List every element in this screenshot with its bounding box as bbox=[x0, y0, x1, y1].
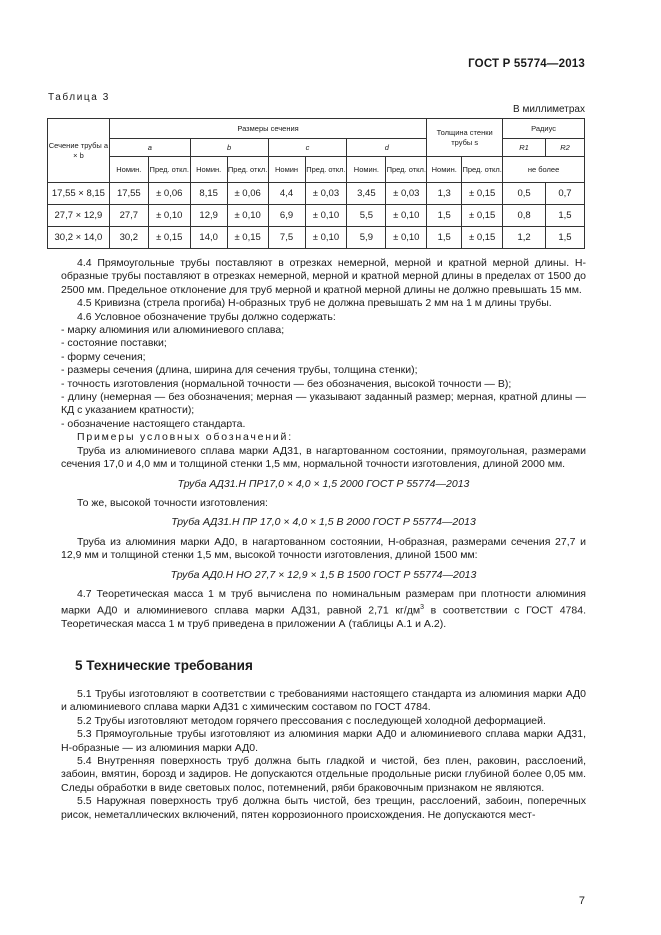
table-cell: 14,0 bbox=[190, 227, 227, 249]
clauses-4-4-to-4-7 bbox=[61, 257, 586, 632]
clause-4-7-text: 4.7 Теоретическая масса 1 м труб вычислена по номинальным размерам при плотности алюминия марки АД0 и алюминиевого сплава марки АД31, равной 2,71 кг/дм bbox=[61, 587, 586, 617]
table-cell: ± 0,15 bbox=[462, 205, 503, 227]
table-cell: ± 0,03 bbox=[386, 183, 427, 205]
table-row bbox=[48, 183, 585, 205]
table-cell: 0,5 bbox=[503, 183, 546, 205]
clause-5-4: 5.4 Внутренняя поверхность труб должна быть гладкой и чистой, без плен, раковин, расслоений, забоин, вмятин, борозд и задиров. Не допускаются отдельные продольные риски глубиной более 0,05 мм. Следы обработки в виде световых полос, потемнений, ряби браковочным признаком не являются. bbox=[61, 755, 586, 794]
clause-4-4: 4.4 Прямоугольные трубы поставляют в отрезках немерной, мерной и кратной мерной длины. Н-образные трубы поставляют в отрезках немерной, мерной и кратной мерной длины в пределах от 1500 до 2500 мм. Предельное отклонение для труб мерной и кратной мерной длины не должно превышать 15 мм. bbox=[61, 257, 586, 296]
header-radius: Радиус bbox=[503, 119, 585, 139]
table-cell: 17,55 × 8,15 bbox=[48, 183, 110, 205]
table-cell: ± 0,10 bbox=[305, 227, 347, 249]
table-cell: ± 0,15 bbox=[462, 183, 503, 205]
header-dims: Размеры сечения bbox=[109, 119, 426, 139]
header-r2: R2 bbox=[545, 139, 584, 157]
table-cell: 30,2 × 14,0 bbox=[48, 227, 110, 249]
table-cell: 1,5 bbox=[545, 227, 584, 249]
table-cell: 4,4 bbox=[268, 183, 305, 205]
header-nom: Номин. bbox=[427, 157, 462, 183]
page-number: 7 bbox=[578, 895, 585, 907]
clause-5-2: 5.2 Трубы изготовляют методом горячего прессования с последующей холодной деформацией. bbox=[77, 714, 546, 727]
clause-4-7 bbox=[61, 588, 586, 632]
header-tol: Пред. откл. bbox=[305, 157, 347, 183]
header-a: a bbox=[109, 139, 190, 157]
header-section: Сечение трубы a × b bbox=[48, 119, 110, 183]
table-cell: ± 0,10 bbox=[227, 205, 268, 227]
table-cell: ± 0,03 bbox=[305, 183, 347, 205]
dimensions-table bbox=[47, 118, 585, 249]
table-cell: 8,15 bbox=[190, 183, 227, 205]
table-caption: Таблица 3 bbox=[48, 92, 110, 103]
table-cell: ± 0,10 bbox=[305, 205, 347, 227]
clause-4-6: 4.6 Условное обозначение трубы должно содержать: bbox=[77, 310, 336, 323]
header-nom: Номин. bbox=[190, 157, 227, 183]
table-cell: ± 0,06 bbox=[148, 183, 190, 205]
header-thickness: Толщина стенки трубы s bbox=[427, 119, 503, 157]
table-cell: 1,5 bbox=[427, 205, 462, 227]
table-cell: ± 0,10 bbox=[386, 205, 427, 227]
table-cell: ± 0,15 bbox=[227, 227, 268, 249]
table-cell: 0,8 bbox=[503, 205, 546, 227]
list-item: - состояние поставки; bbox=[61, 337, 167, 350]
clauses-5 bbox=[61, 688, 586, 822]
list-item: - форму сечения; bbox=[61, 350, 146, 363]
clause-5-5: 5.5 Наружная поверхность труб должна быть чистой, без трещин, расслоений, забоин, поперечных рисок, неметаллических включений, пятен коррозионного происхождения. Не допускаются мест- bbox=[61, 795, 586, 821]
table-cell: 3,45 bbox=[347, 183, 386, 205]
clause-4-5: 4.5 Кривизна (стрела прогиба) Н-образных труб не должна превышать 2 мм на 1 м длины трубы. bbox=[77, 297, 552, 310]
table-cell: 12,9 bbox=[190, 205, 227, 227]
document-header: ГОСТ Р 55774—2013 bbox=[468, 58, 585, 70]
example-2: То же, высокой точности изготовления: bbox=[77, 496, 268, 509]
table-cell: ± 0,10 bbox=[148, 205, 190, 227]
example-2-formula: Труба АД31.Н ПР 17,0 × 4,0 × 1,5 В 2000 ГОСТ Р 55774—2013 bbox=[171, 516, 476, 529]
table-cell: 6,9 bbox=[268, 205, 305, 227]
superscript: 3 bbox=[420, 604, 424, 612]
header-b: b bbox=[190, 139, 268, 157]
section-5-heading: 5 Технические требования bbox=[75, 658, 253, 673]
table-cell: 17,55 bbox=[109, 183, 148, 205]
table-cell: ± 0,15 bbox=[462, 227, 503, 249]
header-tol: Пред. откл. bbox=[148, 157, 190, 183]
header-d: d bbox=[347, 139, 427, 157]
example-1: Труба из алюминиевого сплава марки АД31, в нагартованном состоянии, прямоугольная, размерами сечения 17,0 и 4,0 мм и толщиной стенки 1,5 мм, нормальной точности изготовления, длиной 2000 мм. bbox=[61, 444, 586, 471]
examples-heading: Примеры условных обозначений: bbox=[77, 431, 293, 444]
table-row bbox=[48, 205, 585, 227]
table-cell: 5,9 bbox=[347, 227, 386, 249]
table-row bbox=[48, 227, 585, 249]
header-r1: R1 bbox=[503, 139, 546, 157]
clause-5-1: 5.1 Трубы изготовляют в соответствии с требованиями настоящего стандарта из алюминия марки АД0 и алюминиевого сплава марки АД31 с химическим составом по ГОСТ 4784. bbox=[61, 688, 586, 714]
table-cell: ± 0,15 bbox=[148, 227, 190, 249]
table-cell: 27,7 × 12,9 bbox=[48, 205, 110, 227]
header-nom: Номин. bbox=[347, 157, 386, 183]
header-nom: Номин bbox=[268, 157, 305, 183]
table-cell: 1,2 bbox=[503, 227, 546, 249]
clause-4-7-text-end: в соответствии с ГОСТ 4784. Теоретическая масса 1 м труб приведена в приложении А (таблицы А.1 и А.2). bbox=[61, 604, 586, 631]
table-cell: ± 0,10 bbox=[386, 227, 427, 249]
list-item: - обозначение настоящего стандарта. bbox=[61, 417, 246, 430]
table-unit: В миллиметрах bbox=[513, 104, 585, 115]
clause-5-3: 5.3 Прямоугольные трубы изготовляют из алюминия марки АД0 и алюминиевого сплава марки АД31, Н-образные — из алюминия марки АД0. bbox=[61, 728, 586, 754]
table-cell: 30,2 bbox=[109, 227, 148, 249]
table-cell: 1,5 bbox=[545, 205, 584, 227]
example-3-formula: Труба АД0.Н НО 27,7 × 12,9 × 1,5 В 1500 ГОСТ Р 55774—2013 bbox=[170, 568, 477, 581]
header-c: c bbox=[268, 139, 347, 157]
header-tol: Пред. откл. bbox=[227, 157, 268, 183]
example-1-formula: Труба АД31.Н ПР17,0 × 4,0 × 1,5 2000 ГОСТ Р 55774—2013 bbox=[177, 477, 470, 490]
list-item: - длину (немерная — без обозначения; мерная — указывают заданный размер; мерная, кратной длины — КД с указанием кратности); bbox=[61, 391, 586, 417]
table-cell: 7,5 bbox=[268, 227, 305, 249]
header-tol: Пред. откл. bbox=[462, 157, 503, 183]
table-cell: 27,7 bbox=[109, 205, 148, 227]
header-nom: Номин. bbox=[109, 157, 148, 183]
example-3: Труба из алюминия марки АД0, в нагартованном состоянии, Н-образная, размерами сечения 27,7 и 12,9 мм и толщиной стенки 1,5 мм, высокой точности изготовления, длиной 1500 мм: bbox=[61, 535, 586, 562]
header-tol: Пред. откл. bbox=[386, 157, 427, 183]
list-item: - размеры сечения (длина, ширина для сечения трубы, толщина стенки); bbox=[61, 364, 418, 377]
header-max: не более bbox=[503, 157, 585, 183]
table-cell: 1,5 bbox=[427, 227, 462, 249]
table-cell: 1,3 bbox=[427, 183, 462, 205]
list-item: - точность изготовления (нормальной точности — без обозначения, высокой точности — В); bbox=[61, 377, 512, 390]
table-cell: 0,7 bbox=[545, 183, 584, 205]
table-cell: 5,5 bbox=[347, 205, 386, 227]
list-item: - марку алюминия или алюминиевого сплава; bbox=[61, 324, 285, 337]
table-cell: ± 0,06 bbox=[227, 183, 268, 205]
